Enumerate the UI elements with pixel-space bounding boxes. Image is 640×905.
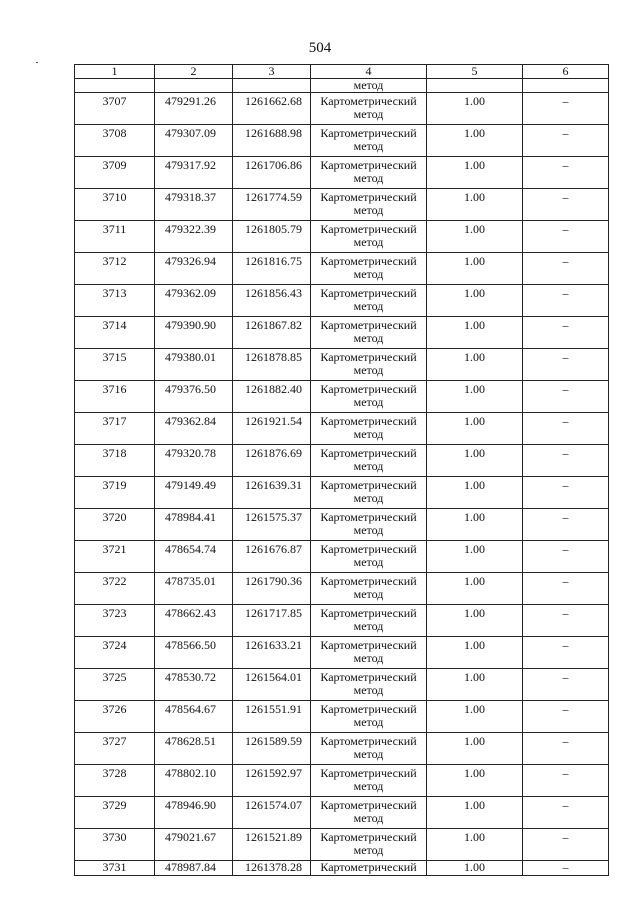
table-row	[75, 701, 609, 733]
method-line-1: Картометрический	[320, 446, 417, 460]
method-line-1: Картометрический	[320, 798, 417, 812]
cell-y-coordinate: 1261921.54	[233, 413, 311, 445]
cell-point-number: 3730	[75, 829, 155, 861]
cell-method	[311, 733, 427, 765]
cell-y-coordinate: 1261882.40	[233, 381, 311, 413]
cell-empty	[75, 79, 155, 93]
cell-note: –	[523, 765, 609, 797]
cell-point-number: 3723	[75, 605, 155, 637]
header-col-1: 1	[75, 65, 155, 79]
table-row	[75, 253, 609, 285]
cell-accuracy: 1.00	[427, 93, 523, 125]
cell-y-coordinate: 1261639.31	[233, 477, 311, 509]
cell-method	[311, 285, 427, 317]
table-row	[75, 509, 609, 541]
cell-empty	[427, 79, 523, 93]
cell-y-coordinate: 1261574.07	[233, 797, 311, 829]
cell-y-coordinate: 1261662.68	[233, 93, 311, 125]
cell-accuracy: 1.00	[427, 509, 523, 541]
cell-method	[311, 765, 427, 797]
cell-accuracy: 1.00	[427, 669, 523, 701]
cell-x-coordinate: 478987.84	[155, 861, 233, 876]
cell-point-number: 3720	[75, 509, 155, 541]
cell-note: –	[523, 733, 609, 765]
cell-note: –	[523, 797, 609, 829]
method-line-1: Картометрический	[320, 478, 417, 492]
cell-accuracy: 1.00	[427, 861, 523, 876]
cell-accuracy: 1.00	[427, 285, 523, 317]
cell-method	[311, 413, 427, 445]
table-row	[75, 157, 609, 189]
cell-note: –	[523, 445, 609, 477]
cell-point-number: 3715	[75, 349, 155, 381]
cell-y-coordinate: 1261706.86	[233, 157, 311, 189]
cell-note: –	[523, 381, 609, 413]
cell-note: –	[523, 317, 609, 349]
method-line-1: Картометрический	[320, 734, 417, 748]
header-row	[75, 65, 609, 79]
method-line-2: метод	[353, 747, 384, 761]
cell-note: –	[523, 189, 609, 221]
cell-note: –	[523, 541, 609, 573]
cell-note: –	[523, 413, 609, 445]
cell-point-number: 3718	[75, 445, 155, 477]
cell-method	[311, 605, 427, 637]
table-row	[75, 189, 609, 221]
cell-point-number: 3725	[75, 669, 155, 701]
table-row	[75, 637, 609, 669]
method-line-2: метод	[353, 715, 384, 729]
cell-note: –	[523, 253, 609, 285]
cell-y-coordinate: 1261717.85	[233, 605, 311, 637]
method-line-1: Картометрический	[320, 94, 417, 108]
cell-x-coordinate: 478984.41	[155, 509, 233, 541]
method-line-1: Картометрический	[320, 254, 417, 268]
header-col-4: 4	[311, 65, 427, 79]
cell-point-number: 3708	[75, 125, 155, 157]
cell-y-coordinate: 1261589.59	[233, 733, 311, 765]
method-line-2: метод	[353, 587, 384, 601]
method-line-2: метод	[353, 171, 384, 185]
cell-point-number: 3717	[75, 413, 155, 445]
cell-y-coordinate: 1261551.91	[233, 701, 311, 733]
method-line-2: метод	[353, 363, 384, 377]
cell-method	[311, 317, 427, 349]
cell-accuracy: 1.00	[427, 477, 523, 509]
method-line-1: Картометрический	[320, 670, 417, 684]
cell-y-coordinate: 1261688.98	[233, 125, 311, 157]
cell-accuracy: 1.00	[427, 253, 523, 285]
cell-empty	[233, 79, 311, 93]
continuation-row	[75, 79, 609, 93]
cell-method	[311, 349, 427, 381]
cell-y-coordinate: 1261867.82	[233, 317, 311, 349]
table-row	[75, 541, 609, 573]
method-line-2: метод	[353, 811, 384, 825]
method-line-2: метод	[353, 331, 384, 345]
method-line-2: метод	[353, 843, 384, 857]
method-line-1: Картометрический	[320, 286, 417, 300]
cell-point-number: 3709	[75, 157, 155, 189]
method-line-1: Картометрический	[320, 190, 417, 204]
table-row	[75, 317, 609, 349]
method-line-1: Картометрический	[320, 510, 417, 524]
method-line-2: метод	[353, 395, 384, 409]
cell-y-coordinate: 1261521.89	[233, 829, 311, 861]
cell-point-number: 3728	[75, 765, 155, 797]
header-col-2: 2	[155, 65, 233, 79]
cell-x-coordinate: 479318.37	[155, 189, 233, 221]
method-line-2: метод	[353, 779, 384, 793]
cell-y-coordinate: 1261805.79	[233, 221, 311, 253]
table-row	[75, 797, 609, 829]
cell-method	[311, 221, 427, 253]
header-col-3: 3	[233, 65, 311, 79]
cell-accuracy: 1.00	[427, 701, 523, 733]
cell-accuracy: 1.00	[427, 349, 523, 381]
cell-x-coordinate: 479390.90	[155, 317, 233, 349]
cell-y-coordinate: 1261676.87	[233, 541, 311, 573]
cell-point-number: 3713	[75, 285, 155, 317]
coordinates-table	[74, 64, 609, 876]
method-line-1: Картометрический	[320, 860, 417, 874]
cell-method	[311, 541, 427, 573]
cell-x-coordinate: 478662.43	[155, 605, 233, 637]
cell-point-number: 3724	[75, 637, 155, 669]
cell-x-coordinate: 478566.50	[155, 637, 233, 669]
cell-point-number: 3721	[75, 541, 155, 573]
cell-x-coordinate: 479362.84	[155, 413, 233, 445]
cell-method	[311, 157, 427, 189]
cell-point-number: 3719	[75, 477, 155, 509]
cell-y-coordinate: 1261774.59	[233, 189, 311, 221]
cell-x-coordinate: 479322.39	[155, 221, 233, 253]
method-line-1: Картометрический	[320, 638, 417, 652]
table-row	[75, 349, 609, 381]
cell-point-number: 3710	[75, 189, 155, 221]
cell-note: –	[523, 477, 609, 509]
table-row	[75, 445, 609, 477]
cell-x-coordinate: 478530.72	[155, 669, 233, 701]
cell-method	[311, 829, 427, 861]
cell-point-number: 3716	[75, 381, 155, 413]
method-line-1: Картометрический	[320, 574, 417, 588]
cell-x-coordinate: 479149.49	[155, 477, 233, 509]
cell-accuracy: 1.00	[427, 445, 523, 477]
cell-x-coordinate: 478564.67	[155, 701, 233, 733]
method-line-1: Картометрический	[320, 766, 417, 780]
cell-method	[311, 573, 427, 605]
method-line-1: Картометрический	[320, 606, 417, 620]
cell-method	[311, 445, 427, 477]
method-line-2: метод	[353, 107, 384, 121]
table-row	[75, 605, 609, 637]
scan-mark	[36, 62, 38, 63]
method-line-1: Картометрический	[320, 382, 417, 396]
cell-accuracy: 1.00	[427, 125, 523, 157]
method-line-2: метод	[353, 523, 384, 537]
cell-x-coordinate: 478654.74	[155, 541, 233, 573]
cell-method	[311, 125, 427, 157]
header-col-6: 6	[523, 65, 609, 79]
table-row	[75, 669, 609, 701]
cell-note: –	[523, 861, 609, 876]
cell-y-coordinate: 1261856.43	[233, 285, 311, 317]
cell-empty	[523, 79, 609, 93]
cell-note: –	[523, 221, 609, 253]
method-line-2: метод	[353, 619, 384, 633]
method-line-1: Картометрический	[320, 222, 417, 236]
cell-accuracy: 1.00	[427, 637, 523, 669]
method-line-1: Картометрический	[320, 702, 417, 716]
cell-accuracy: 1.00	[427, 189, 523, 221]
cell-x-coordinate: 479021.67	[155, 829, 233, 861]
method-line-2: метод	[353, 651, 384, 665]
cell-y-coordinate: 1261790.36	[233, 573, 311, 605]
method-line-2: метод	[353, 683, 384, 697]
cell-x-coordinate: 478946.90	[155, 797, 233, 829]
cell-accuracy: 1.00	[427, 413, 523, 445]
cell-method	[311, 797, 427, 829]
cell-point-number: 3722	[75, 573, 155, 605]
method-line-1: Картометрический	[320, 542, 417, 556]
cell-note: –	[523, 349, 609, 381]
cell-method	[311, 701, 427, 733]
cell-empty	[155, 79, 233, 93]
cell-point-number: 3726	[75, 701, 155, 733]
method-line-1: Картометрический	[320, 126, 417, 140]
cell-point-number: 3711	[75, 221, 155, 253]
cell-x-coordinate: 479317.92	[155, 157, 233, 189]
cell-x-coordinate: 478735.01	[155, 573, 233, 605]
cell-method	[311, 861, 427, 876]
cell-x-coordinate: 479326.94	[155, 253, 233, 285]
cell-point-number: 3729	[75, 797, 155, 829]
cell-x-coordinate: 479291.26	[155, 93, 233, 125]
cell-method	[311, 381, 427, 413]
cell-y-coordinate: 1261378.28	[233, 861, 311, 876]
cell-point-number: 3707	[75, 93, 155, 125]
method-line-2: метод	[353, 235, 384, 249]
cell-method	[311, 637, 427, 669]
table-body	[75, 79, 609, 876]
cell-accuracy: 1.00	[427, 733, 523, 765]
cell-x-coordinate: 479380.01	[155, 349, 233, 381]
cell-note: –	[523, 637, 609, 669]
page-number: 504	[308, 40, 332, 56]
method-line-2: метод	[353, 299, 384, 313]
method-line-2: метод	[353, 203, 384, 217]
table-row	[75, 733, 609, 765]
cell-method	[311, 253, 427, 285]
cell-note: –	[523, 93, 609, 125]
method-line-1: Картометрический	[320, 158, 417, 172]
table-row	[75, 413, 609, 445]
table-row	[75, 477, 609, 509]
cell-x-coordinate: 478628.51	[155, 733, 233, 765]
cell-accuracy: 1.00	[427, 541, 523, 573]
method-line-2: метод	[353, 459, 384, 473]
cell-accuracy: 1.00	[427, 381, 523, 413]
cell-y-coordinate: 1261816.75	[233, 253, 311, 285]
cell-note: –	[523, 285, 609, 317]
table-row	[75, 93, 609, 125]
cell-x-coordinate: 478802.10	[155, 765, 233, 797]
cell-point-number: 3714	[75, 317, 155, 349]
cell-note: –	[523, 573, 609, 605]
table-header	[75, 65, 609, 79]
cell-note: –	[523, 829, 609, 861]
cell-method	[311, 669, 427, 701]
method-line-2: метод	[353, 427, 384, 441]
cell-y-coordinate: 1261633.21	[233, 637, 311, 669]
cell-point-number: 3731	[75, 861, 155, 876]
table-row	[75, 381, 609, 413]
cell-y-coordinate: 1261592.97	[233, 765, 311, 797]
cell-accuracy: 1.00	[427, 765, 523, 797]
table-row	[75, 765, 609, 797]
cell-point-number: 3727	[75, 733, 155, 765]
method-line-1: Картометрический	[320, 350, 417, 364]
method-line-1: Картометрический	[320, 414, 417, 428]
table-row	[75, 285, 609, 317]
cell-y-coordinate: 1261575.37	[233, 509, 311, 541]
cell-accuracy: 1.00	[427, 797, 523, 829]
method-line-2: метод	[353, 139, 384, 153]
cell-accuracy: 1.00	[427, 573, 523, 605]
cell-note: –	[523, 509, 609, 541]
cell-accuracy: 1.00	[427, 221, 523, 253]
cell-accuracy: 1.00	[427, 317, 523, 349]
method-line-2: метод	[353, 491, 384, 505]
cell-method	[311, 189, 427, 221]
cell-accuracy: 1.00	[427, 605, 523, 637]
method-line-1: Картометрический	[320, 830, 417, 844]
method-line-1: Картометрический	[320, 318, 417, 332]
header-col-5: 5	[427, 65, 523, 79]
cell-x-coordinate: 479320.78	[155, 445, 233, 477]
cell-y-coordinate: 1261878.85	[233, 349, 311, 381]
cell-y-coordinate: 1261564.01	[233, 669, 311, 701]
cell-point-number: 3712	[75, 253, 155, 285]
table-row-last	[75, 861, 609, 876]
cell-note: –	[523, 157, 609, 189]
cell-method-continuation: метод	[311, 79, 427, 93]
cell-x-coordinate: 479307.09	[155, 125, 233, 157]
cell-x-coordinate: 479362.09	[155, 285, 233, 317]
method-line-2: метод	[353, 555, 384, 569]
cell-method	[311, 509, 427, 541]
cell-note: –	[523, 669, 609, 701]
cell-note: –	[523, 125, 609, 157]
table-row	[75, 829, 609, 861]
cell-accuracy: 1.00	[427, 157, 523, 189]
cell-note: –	[523, 701, 609, 733]
method-line-2: метод	[353, 267, 384, 281]
cell-x-coordinate: 479376.50	[155, 381, 233, 413]
cell-method	[311, 93, 427, 125]
cell-y-coordinate: 1261876.69	[233, 445, 311, 477]
table-row	[75, 125, 609, 157]
table-row	[75, 221, 609, 253]
cell-accuracy: 1.00	[427, 829, 523, 861]
cell-note: –	[523, 605, 609, 637]
table-row	[75, 573, 609, 605]
cell-method	[311, 477, 427, 509]
